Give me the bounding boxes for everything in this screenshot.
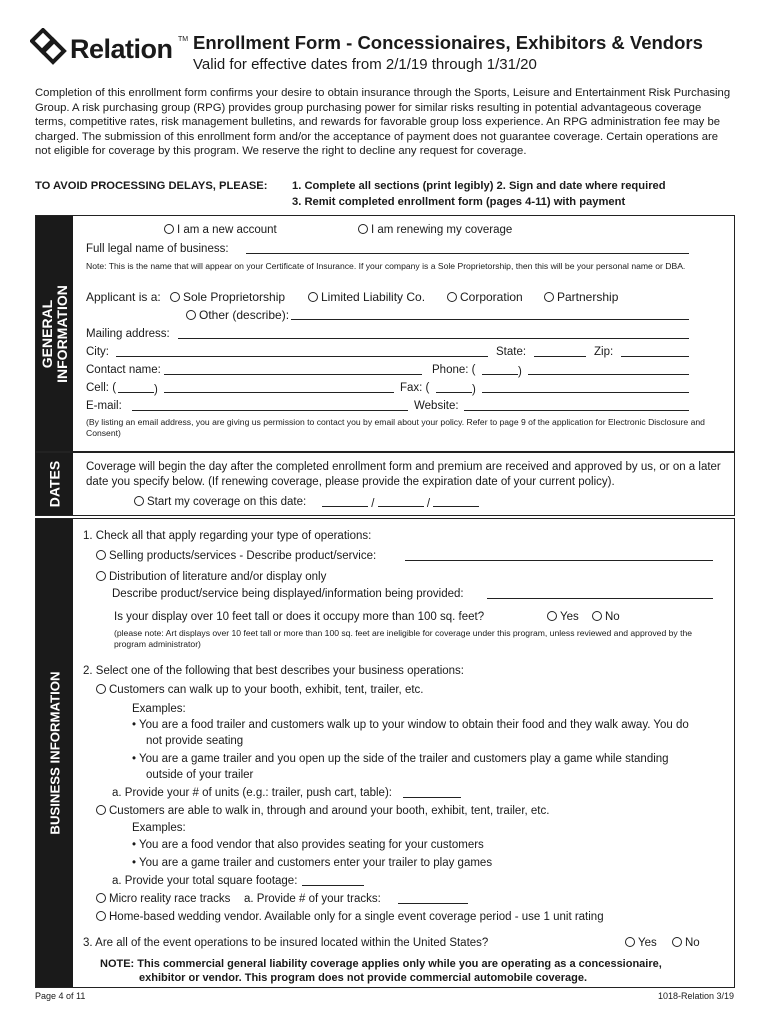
- walk-in-radio[interactable]: Customers are able to walk in, through and around your booth, exhibit, tent, trailer, etc.: [96, 804, 549, 818]
- selling-describe-field[interactable]: [405, 549, 713, 565]
- footage-label: a. Provide your total square footage:: [112, 875, 298, 887]
- website-label: Website:: [414, 400, 459, 412]
- state-label: State:: [496, 346, 527, 358]
- radio-icon: [170, 292, 180, 302]
- relation-diamond-icon: [30, 28, 68, 72]
- dates-heading: DATES: [46, 460, 62, 508]
- general-information-sidebar: [36, 216, 73, 451]
- applicant-type-label: Applicant is a:: [86, 290, 161, 304]
- footage-field[interactable]: [302, 874, 364, 890]
- display-size-no-radio[interactable]: No: [592, 610, 620, 624]
- radio-icon: [96, 805, 106, 815]
- relation-logo: [30, 26, 189, 76]
- radio-icon: [134, 496, 144, 506]
- radio-icon: [164, 224, 174, 234]
- coverage-note-line-1: NOTE: This commercial general liability coverage applies only while you are operating as a concessionaire,: [100, 958, 662, 970]
- legal-name-label: Full legal name of business:: [86, 243, 229, 255]
- llc-radio[interactable]: Limited Liability Co.: [308, 290, 425, 304]
- contact-name-field[interactable]: [164, 363, 422, 379]
- radio-icon: [547, 611, 557, 621]
- new-account-radio[interactable]: I am a new account: [164, 223, 277, 237]
- fax-area-field[interactable]: ): [436, 381, 476, 397]
- example-game-trailer: • You are a game trailer and you open up the side of the trailer and customers play a game while standing: [132, 753, 669, 765]
- radio-icon: [96, 571, 106, 581]
- walk-up-radio[interactable]: Customers can walk up to your booth, exhibit, tent, trailer, etc.: [96, 683, 424, 697]
- radio-icon: [96, 893, 106, 903]
- page-number: Page 4 of 11: [35, 991, 86, 1001]
- example-game-trailer-cont: outside of your trailer: [146, 769, 254, 781]
- phone-area-field[interactable]: ): [482, 363, 522, 379]
- start-date-field[interactable]: / /: [322, 495, 479, 511]
- phone-number-field[interactable]: [528, 363, 689, 379]
- examples-label-2: Examples:: [132, 822, 186, 834]
- dates-description: Coverage will begin the day after the completed enrollment form and premium are received and approved by us, or on a later date you specify below. (If renewing coverage, please provide the expiration date of your current policy).: [86, 461, 721, 488]
- wedding-vendor-radio[interactable]: Home-based wedding vendor. Available only for a single event coverage period - use 1 unit rating: [96, 910, 604, 924]
- question-2: 2. Select one of the following that best describes your business operations:: [83, 665, 465, 677]
- page-subtitle: Valid for effective dates from 2/1/19 through 1/31/20: [193, 56, 537, 73]
- display-describe-label: Describe product/service being displayed/information being provided:: [112, 588, 464, 600]
- display-size-note: (please note: Art displays over 10 feet tall or more than 100 sq. feet are ineligible for coverage under this program, unless reviewed and approved by the program administrator): [114, 628, 693, 649]
- email-field[interactable]: [132, 399, 408, 415]
- coverage-note-line-2: exhibitor or vendor. This program does not provide commercial automobile coverage.: [139, 972, 588, 984]
- phone-label: Phone: (: [432, 364, 476, 376]
- fax-number-field[interactable]: [482, 381, 689, 397]
- state-field[interactable]: [534, 345, 586, 361]
- example-food-trailer-cont: not provide seating: [146, 735, 244, 747]
- radio-icon: [447, 292, 457, 302]
- radio-icon: [592, 611, 602, 621]
- business-information-section: [35, 518, 735, 988]
- renewing-radio[interactable]: I am renewing my coverage: [358, 223, 512, 237]
- general-information-section: [35, 215, 735, 452]
- question-1: 1. Check all that apply regarding your type of operations:: [83, 530, 372, 542]
- cell-label: Cell: (: [86, 382, 117, 394]
- sole-proprietorship-radio[interactable]: Sole Proprietorship: [170, 290, 285, 304]
- us-no-radio[interactable]: No: [672, 936, 700, 950]
- legal-name-field[interactable]: [246, 242, 689, 258]
- cell-area-field[interactable]: ): [118, 381, 158, 397]
- trademark: TM: [178, 36, 189, 43]
- email-consent-note: (By listing an email address, you are giving us permission to contact you by email about your policy. Refer to page 9 of the application for Electronic Disclosure and Consent): [86, 417, 705, 438]
- processing-instructions: [35, 178, 666, 208]
- city-label: City:: [86, 346, 109, 358]
- radio-icon: [308, 292, 318, 302]
- delay-step-2: 3. Remit completed enrollment form (pages 4-11) with payment: [292, 196, 626, 208]
- legal-name-note: Note: This is the name that will appear on your Certificate of Insurance. If your company is a Sole Proprietorship, then this will be your personal name or DBA.: [86, 261, 686, 271]
- general-information-heading: GENERAL INFORMATION: [38, 284, 70, 383]
- radio-icon: [672, 937, 682, 947]
- tracks-label: a. Provide # of your tracks:: [244, 893, 381, 905]
- partnership-radio[interactable]: Partnership: [544, 290, 618, 304]
- delay-label: TO AVOID PROCESSING DELAYS, PLEASE:: [35, 180, 268, 192]
- us-yes-radio[interactable]: Yes: [625, 936, 657, 950]
- micro-race-radio[interactable]: Micro reality race tracks: [96, 892, 230, 906]
- email-label: E-mail:: [86, 400, 122, 412]
- units-label: a. Provide your # of units (e.g.: trailer, push cart, table):: [112, 787, 392, 799]
- start-coverage-radio[interactable]: Start my coverage on this date:: [134, 495, 306, 509]
- dates-section: [35, 452, 735, 516]
- radio-icon: [186, 310, 196, 320]
- example-food-vendor: • You are a food vendor that also provides seating for your customers: [132, 839, 484, 851]
- website-field[interactable]: [464, 399, 689, 415]
- other-describe-field[interactable]: [291, 308, 689, 324]
- distribution-checkbox[interactable]: Distribution of literature and/or display only: [96, 570, 326, 584]
- radio-icon: [358, 224, 368, 234]
- brand-name: Relation: [70, 34, 173, 64]
- units-field[interactable]: [403, 786, 461, 802]
- display-size-question: Is your display over 10 feet tall or does it occupy more than 100 sq. feet?: [114, 611, 485, 623]
- mailing-address-field[interactable]: [178, 327, 689, 343]
- business-information-sidebar: [36, 519, 73, 987]
- mailing-address-label: Mailing address:: [86, 328, 170, 340]
- other-radio[interactable]: Other (describe):: [186, 308, 289, 322]
- intro-paragraph: Completion of this enrollment form confirms your desire to obtain insurance through the Sports, Leisure and Entertainment Risk Purchasing Group. A risk purchasing group (RPG) provides group purchasing power for similar risks resulting in potential advantageous coverage terms, competitive rates, risk management bulletins, and rewards for favorable group loss experience. An RPG administration fee may be charged. The submission of this enrollment form and/or the acceptance of payment does not guarantee coverage. Certain operations are not eligible for coverage by this program. We reserve the right to decline any request for coverage.: [35, 87, 731, 158]
- example-food-trailer: • You are a food trailer and customers walk up to your window to obtain their food and they walk away. You do: [132, 719, 689, 731]
- radio-icon: [625, 937, 635, 947]
- form-number: 1018-Relation 3/19: [657, 991, 734, 1001]
- radio-icon: [96, 550, 106, 560]
- radio-icon: [96, 684, 106, 694]
- example-game-trailer-enter: • You are a game trailer and customers enter your trailer to play games: [132, 857, 493, 869]
- page-title: Enrollment Form - Concessionaires, Exhibitors & Vendors: [193, 32, 703, 53]
- tracks-field[interactable]: [398, 892, 468, 908]
- display-size-yes-radio[interactable]: Yes: [547, 610, 579, 624]
- contact-name-label: Contact name:: [86, 364, 161, 376]
- zip-field[interactable]: [621, 345, 689, 361]
- examples-label-1: Examples:: [132, 703, 186, 715]
- city-field[interactable]: [116, 345, 488, 361]
- zip-label: Zip:: [594, 346, 614, 358]
- question-3: 3. Are all of the event operations to be insured located within the United States?: [83, 937, 489, 949]
- corporation-radio[interactable]: Corporation: [447, 290, 523, 304]
- cell-number-field[interactable]: [164, 381, 394, 397]
- dates-sidebar: [36, 453, 73, 515]
- radio-icon: [96, 911, 106, 921]
- business-information-heading: BUSINESS INFORMATION: [47, 671, 62, 835]
- delay-step-1: 1. Complete all sections (print legibly) 2. Sign and date where required: [292, 180, 666, 192]
- radio-icon: [544, 292, 554, 302]
- fax-label: Fax: (: [400, 382, 430, 394]
- selling-checkbox[interactable]: Selling products/services - Describe product/service:: [96, 549, 376, 563]
- display-describe-field[interactable]: [487, 587, 713, 603]
